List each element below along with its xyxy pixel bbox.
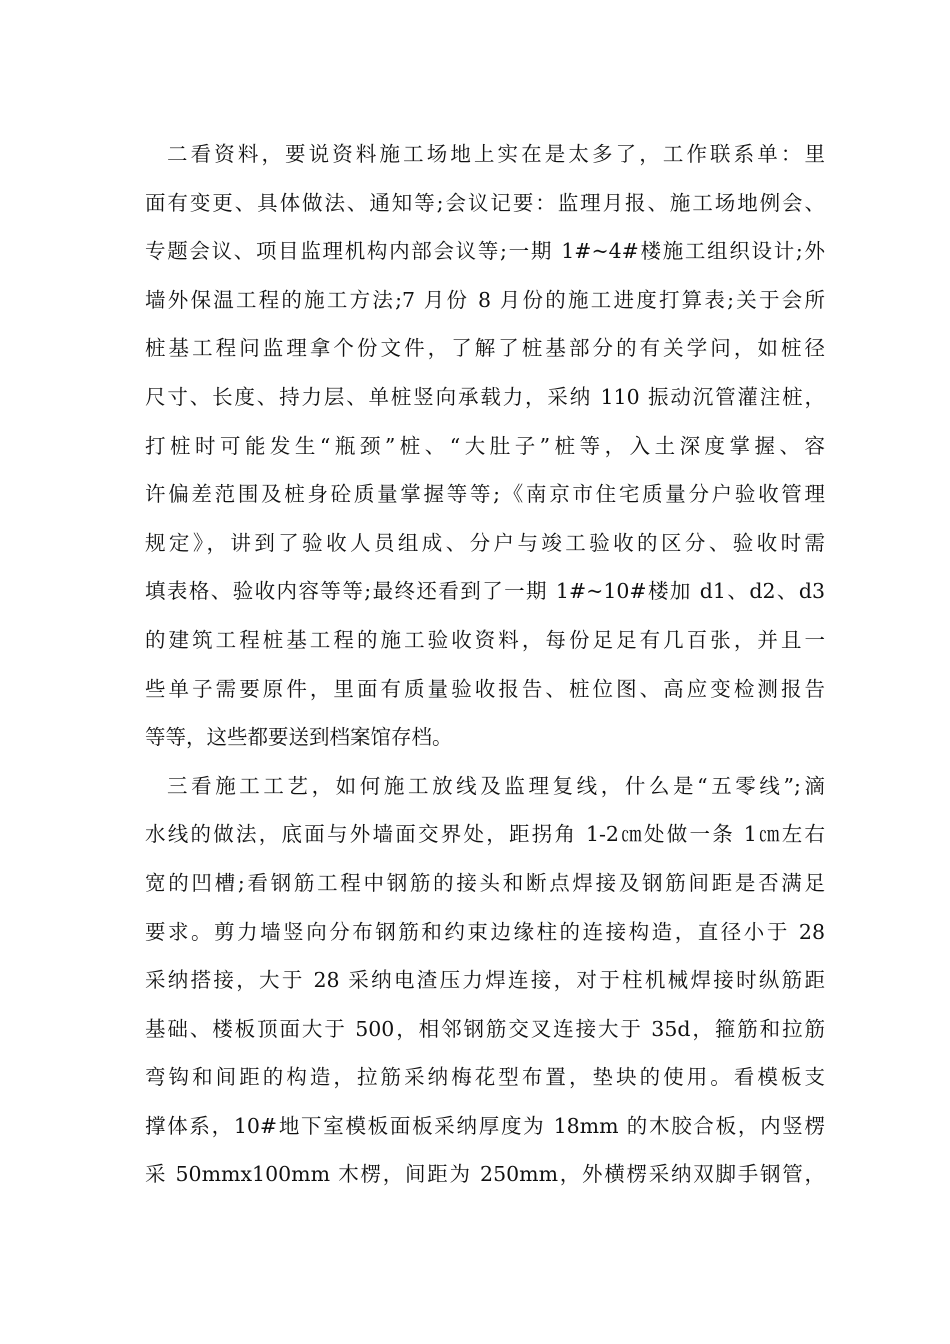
text-line: 三看施工工艺，如何施工放线及监理复线，什么是“五零线”;滴: [167, 773, 825, 798]
text-line: 要求。剪力墙竖向分布钢筋和约束边缘柱的连接构造，直径小于 28: [145, 919, 825, 944]
text-line: 专题会议、项目监理机构内部会议等;一期 1#~4#楼施工组织设计;外: [145, 239, 825, 264]
text-line: 打桩时可能发生“瓶颈”桩、“大肚子”桩等，入土深度掌握、容: [145, 433, 825, 458]
text-line: 采 50mmx100mm 木楞，间距为 250mm，外横楞采纳双脚手钢管，: [145, 1162, 825, 1187]
text-line: 基础、楼板顶面大于 500，相邻钢筋交叉连接大于 35d，箍筋和拉筋: [145, 1016, 825, 1041]
text-line: 弯钩和间距的构造，拉筋采纳梅花型布置，垫块的使用。看模板支: [145, 1065, 825, 1090]
paragraph-1: [145, 130, 825, 762]
text-line: 水线的做法，底面与外墙面交界处，距拐角 1-2㎝处做一条 1㎝左右: [145, 822, 825, 847]
text-line: 许偏差范围及桩身砼质量掌握等等;《南京市住宅质量分户验收管理: [145, 482, 825, 507]
text-line: 桩基工程问监理拿个份文件，了解了桩基部分的有关学问，如桩径: [145, 336, 825, 361]
text-line: 采纳搭接，大于 28 采纳电渣压力焊连接，对于柱机械焊接时纵筋距: [145, 968, 825, 993]
text-line: 面有变更、具体做法、通知等;会议记要：监理月报、施工场地例会、: [145, 190, 825, 215]
text-line: 二看资料，要说资料施工场地上实在是太多了，工作联系单：里: [167, 142, 825, 166]
text-line: 填表格、验收内容等等;最终还看到了一期 1#~10#楼加 d1、d2、d3: [145, 579, 825, 604]
text-line: 规定》，讲到了验收人员组成、分户与竣工验收的区分、验收时需: [145, 530, 825, 555]
text-line: 等等，这些都要送到档案馆存档。: [145, 725, 453, 750]
paragraph-2: [145, 762, 825, 1199]
text-line: 尺寸、长度、持力层、单桩竖向承载力，采纳 110 振动沉管灌注桩，: [145, 384, 825, 409]
text-line: 墙外保温工程的施工方法;7 月份 8 月份的施工进度打算表;关于会所: [145, 287, 825, 312]
text-line: 些单子需要原件，里面有质量验收报告、桩位图、高应变检测报告: [145, 676, 825, 701]
text-line: 宽的凹槽;看钢筋工程中钢筋的接头和断点焊接及钢筋间距是否满足: [145, 870, 825, 895]
body-text: [145, 130, 825, 1199]
text-line: 的建筑工程桩基工程的施工验收资料，每份足足有几百张，并且一: [145, 627, 825, 652]
text-line: 撑体系，10#地下室模板面板采纳厚度为 18mm 的木胶合板，内竖楞: [145, 1113, 825, 1138]
